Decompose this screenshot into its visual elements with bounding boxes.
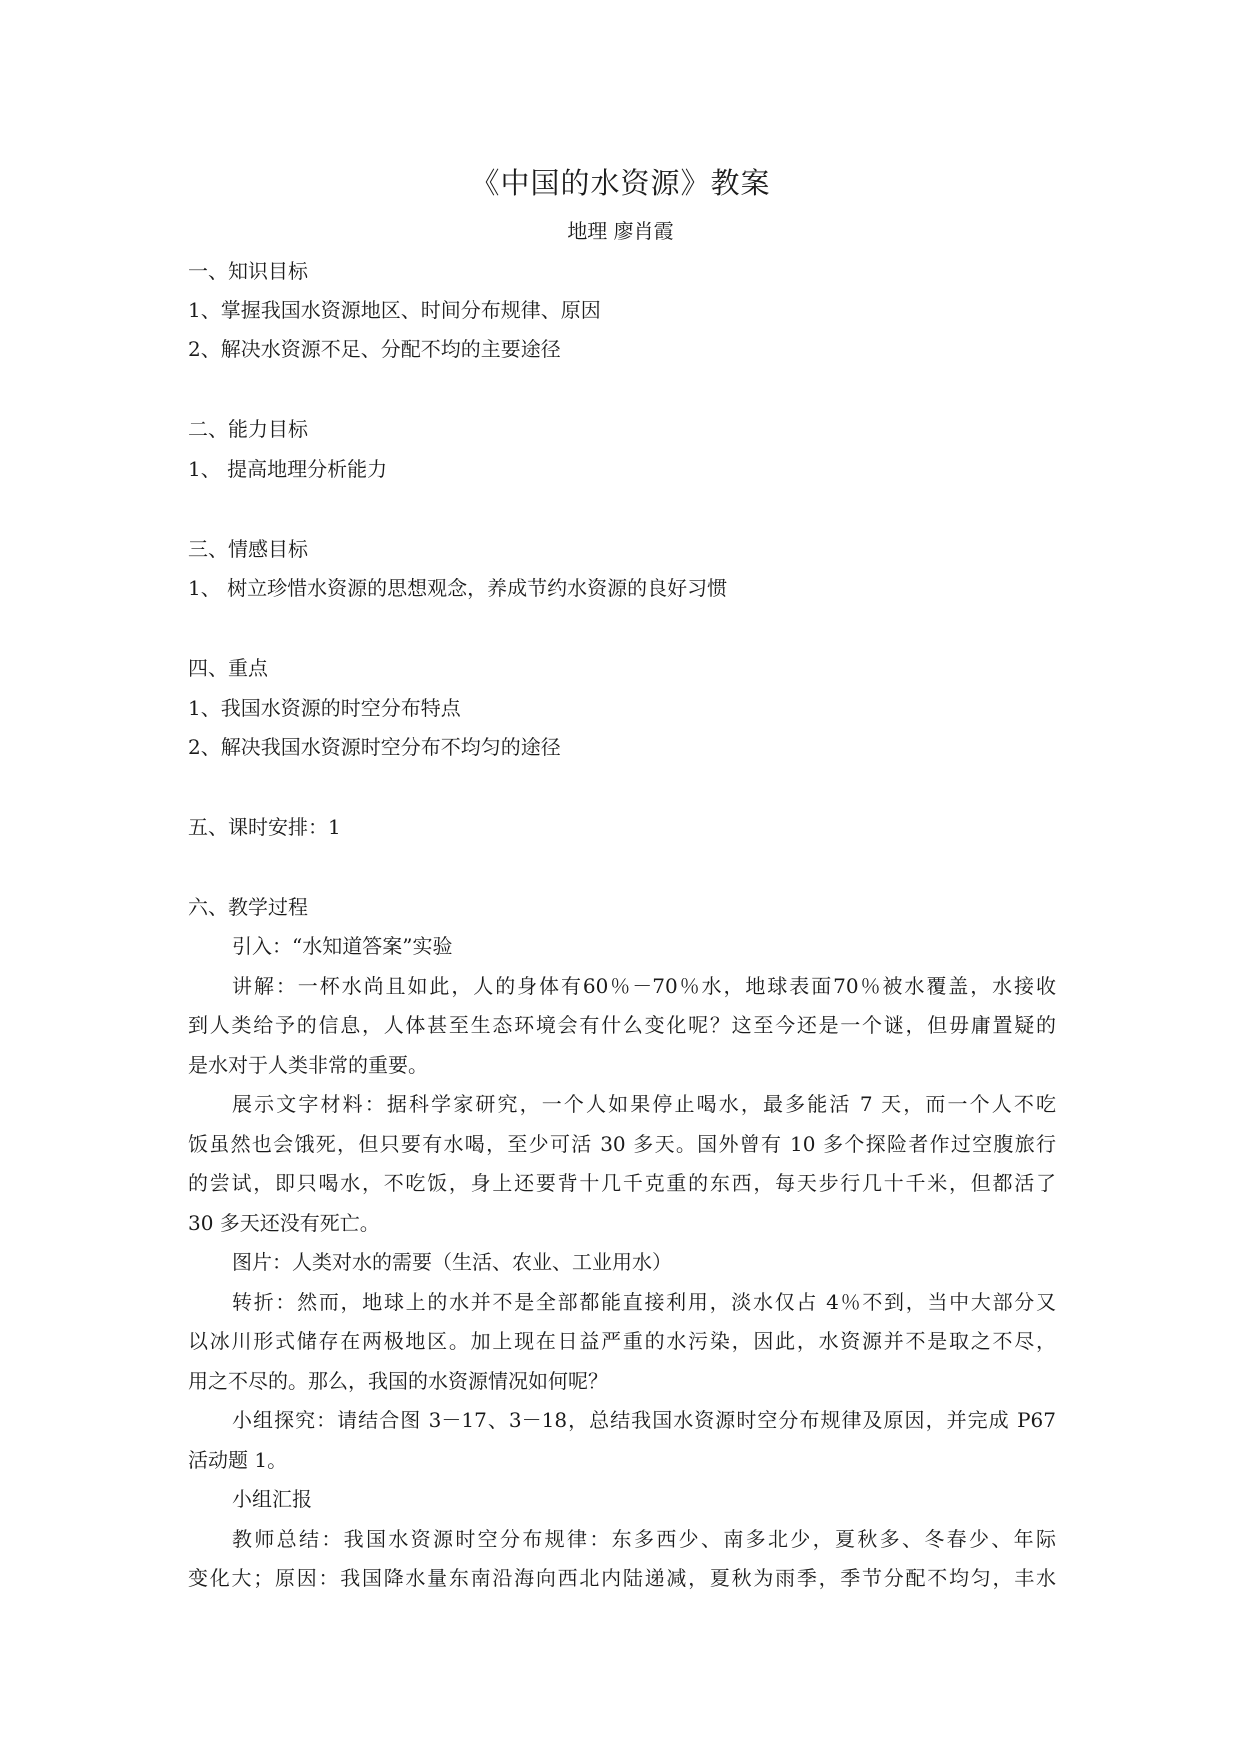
document-title: 《中国的水资源》教案: [470, 166, 771, 200]
list-item: 1、我国水资源的时空分布特点: [188, 696, 461, 720]
paragraph-line: 小组探究：请结合图 3－17、3－18，总结我国水资源时空分布规律及原因，并完成 P67: [232, 1408, 1056, 1432]
list-item: 2、解决水资源不足、分配不均的主要途径: [188, 337, 561, 361]
paragraph-line: 讲解：一杯水尚且如此，人的身体有60％－70％水，地球表面70％被水覆盖，水接收: [232, 974, 1056, 998]
paragraph-line: 展示文字材料：据科学家研究，一个人如果停止喝水，最多能活 7 天，而一个人不吃: [232, 1092, 1056, 1116]
paragraph-line: 活动题 1。: [188, 1448, 288, 1472]
list-item: 1、掌握我国水资源地区、时间分布规律、原因: [188, 298, 601, 322]
paragraph-line: 用之不尽的。那么，我国的水资源情况如何呢？: [188, 1369, 608, 1393]
section-heading-knowledge: 一、知识目标: [188, 259, 308, 283]
paragraph-line: 30 多天还没有死亡。: [188, 1211, 380, 1235]
paragraph-line: 到人类给予的信息，人体甚至生态环境会有什么变化呢？这至今还是一个谜，但毋庸置疑的: [188, 1013, 1056, 1037]
paragraph-line: 的尝试，即只喝水，不吃饭，身上还要背十几千克重的东西，每天步行几十千米，但都活了: [188, 1171, 1056, 1195]
paragraph-line: 教师总结：我国水资源时空分布规律：东多西少、南多北少，夏秋多、冬春少、年际: [232, 1527, 1056, 1551]
list-item: 1、 树立珍惜水资源的思想观念，养成节约水资源的良好习惯: [188, 576, 728, 600]
paragraph-line: 变化大；原因：我国降水量东南沿海向西北内陆递减，夏秋为雨季，季节分配不均匀，丰水: [188, 1566, 1056, 1590]
section-heading-keypoints: 四、重点: [188, 656, 268, 680]
paragraph-picture: 图片：人类对水的需要（生活、农业、工业用水）: [232, 1250, 672, 1274]
section-heading-process: 六、教学过程: [188, 895, 308, 919]
list-item: 1、 提高地理分析能力: [188, 457, 388, 481]
paragraph-line: 饭虽然也会饿死，但只要有水喝，至少可活 30 多天。国外曾有 10 多个探险者作过空腹旅行: [188, 1132, 1056, 1156]
paragraph-line: 以冰川形式储存在两极地区。加上现在日益严重的水污染，因此，水资源并不是取之不尽，: [188, 1329, 1056, 1353]
section-heading-ability: 二、能力目标: [188, 417, 308, 441]
paragraph-intro: 引入：“水知道答案”实验: [232, 934, 453, 958]
paragraph-line: 是水对于人类非常的重要。: [188, 1053, 428, 1077]
section-heading-schedule: 五、课时安排：1: [188, 815, 341, 839]
list-item: 2、解决我国水资源时空分布不均匀的途径: [188, 735, 561, 759]
section-heading-emotion: 三、情感目标: [188, 537, 308, 561]
paragraph-line: 转折：然而，地球上的水并不是全部都能直接利用，淡水仅占 4％不到，当中大部分又: [232, 1290, 1056, 1314]
paragraph-report: 小组汇报: [232, 1487, 312, 1511]
document-author: 地理 廖肖霞: [567, 219, 674, 243]
